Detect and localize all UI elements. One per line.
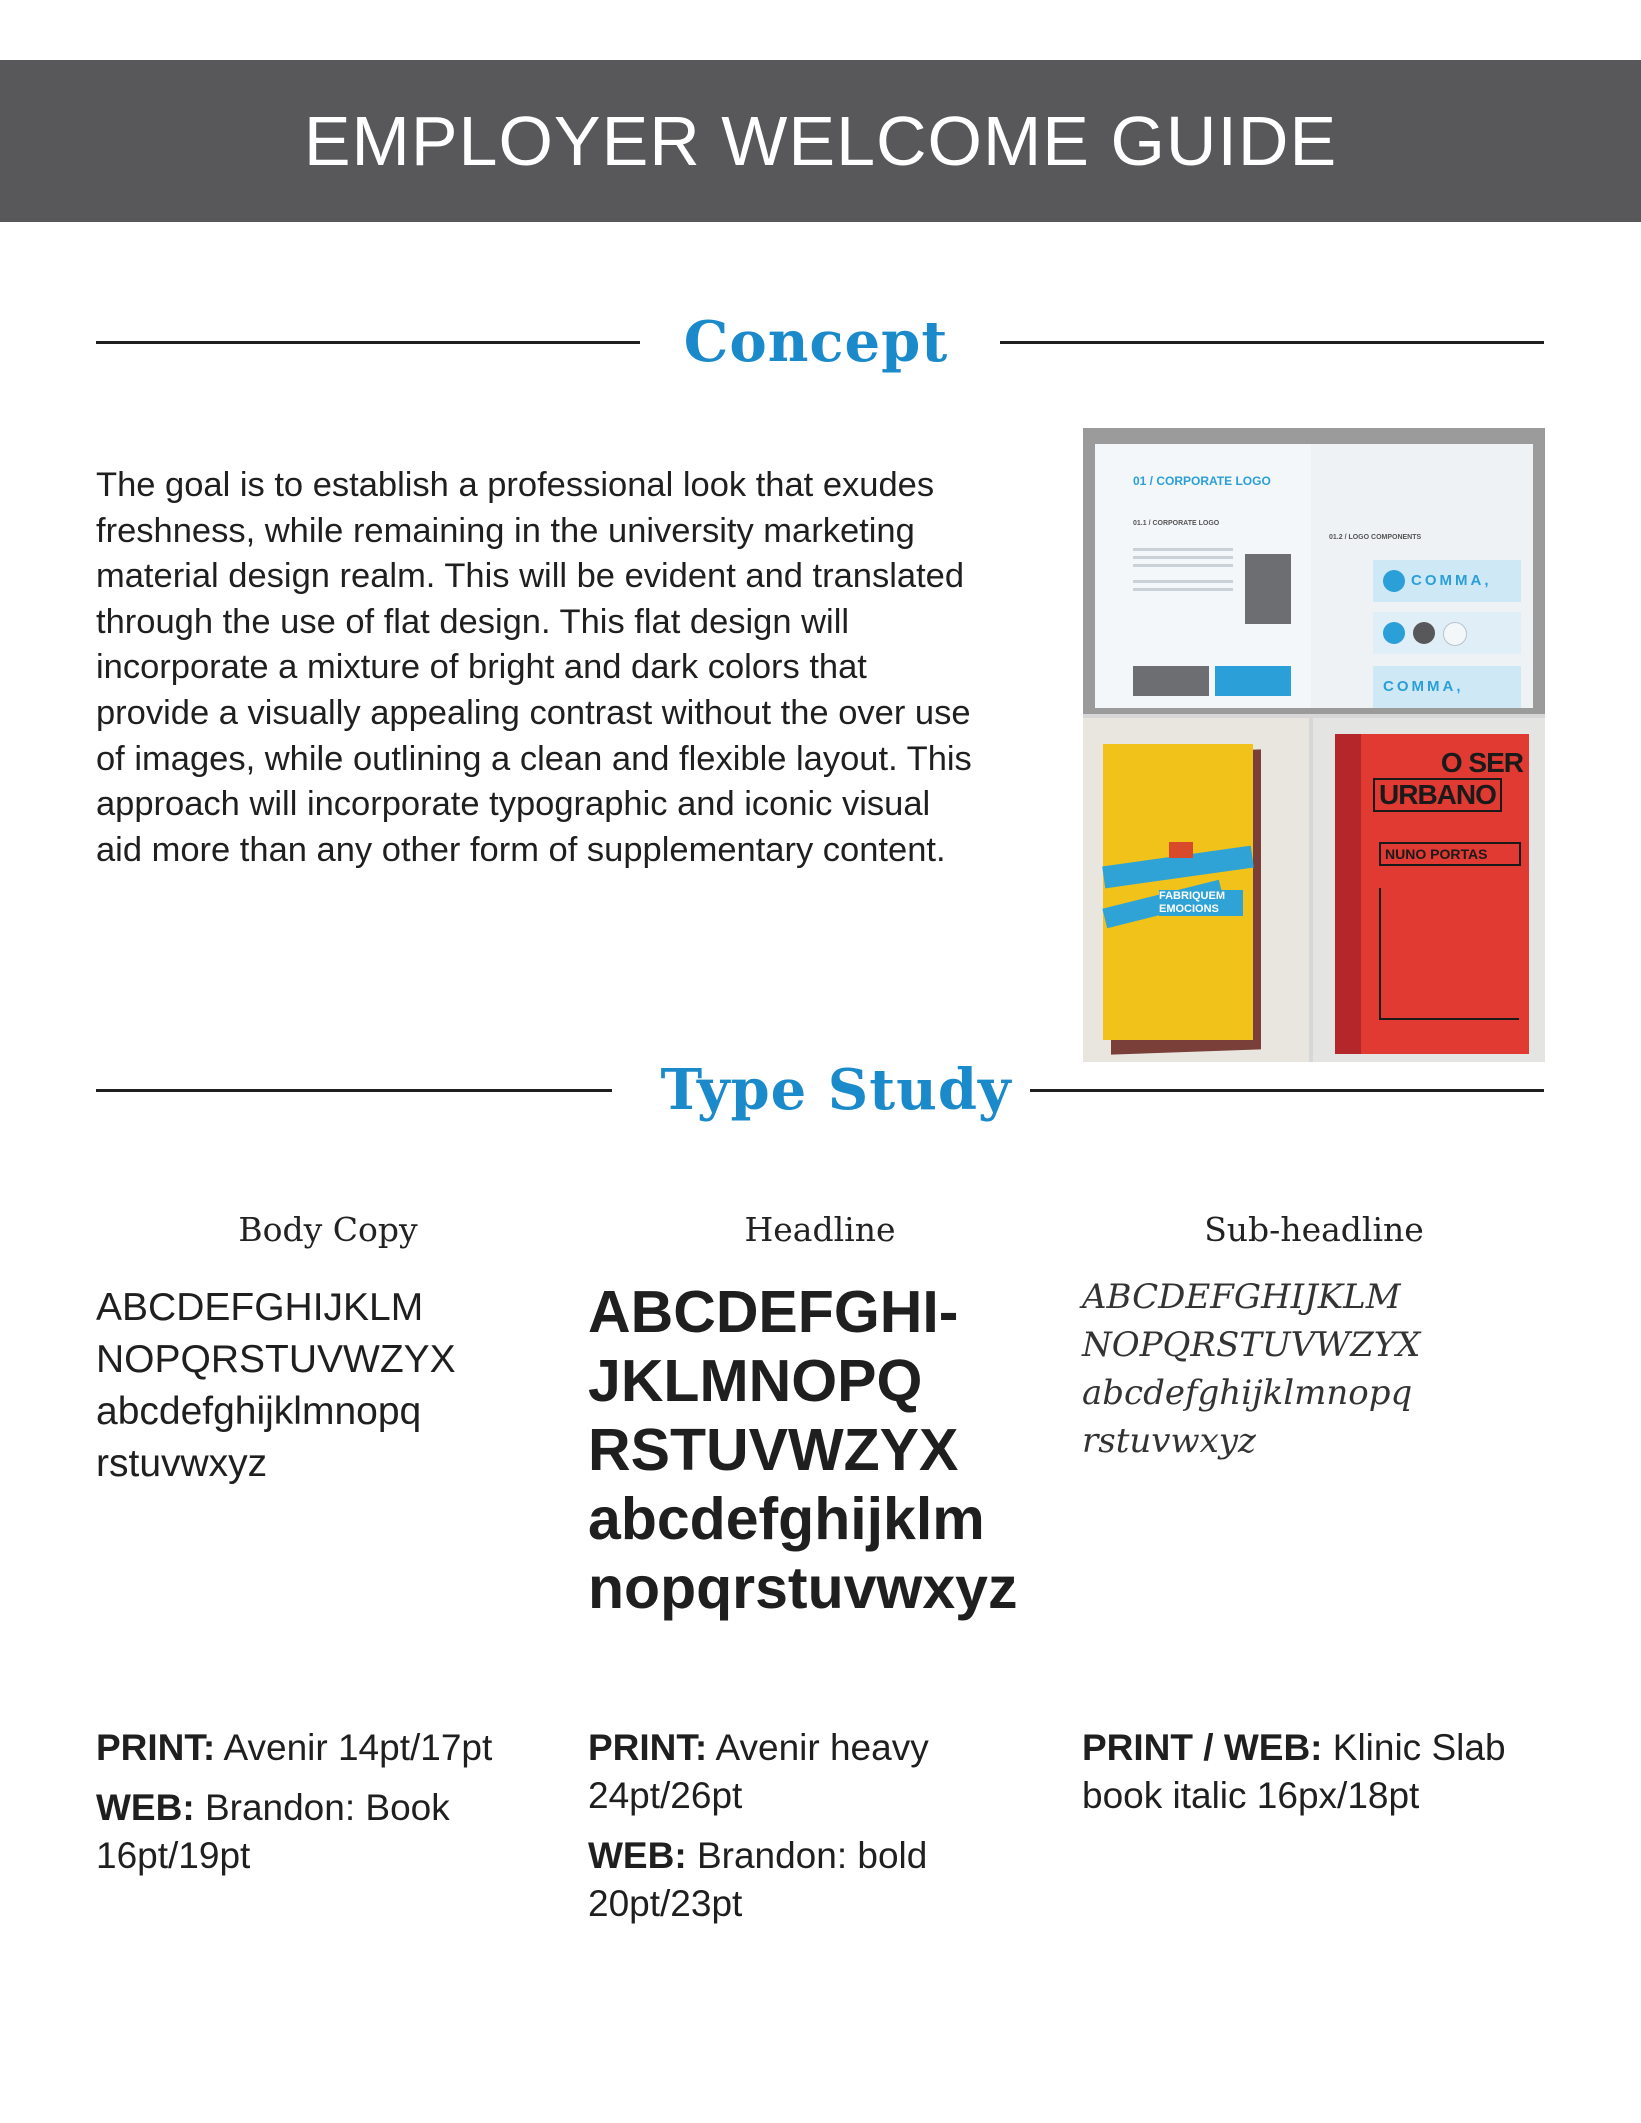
alphabet-line: nopqrstuvwxyz: [588, 1555, 1018, 1621]
dark-swatch: [1245, 554, 1291, 624]
headline-print-spec: [588, 1724, 1008, 1820]
comma-logo-icon: [1383, 570, 1405, 592]
divider-left: [96, 1089, 612, 1092]
alphabet-line: JKLMNOPQ: [588, 1348, 923, 1414]
concept-paragraph: [96, 463, 1066, 873]
alphabet-line: ABCDEFGHIJKLM: [96, 1286, 424, 1329]
book-subtitle: NUNO PORTAS: [1379, 842, 1521, 866]
spec-value: Avenir 14pt/17pt: [223, 1727, 493, 1768]
book-title: [1373, 748, 1523, 812]
alphabet-line: NOPQRSTUVWZYX: [96, 1338, 456, 1381]
paragraph-line: incorporate a mixture of bright and dark colors that: [96, 648, 867, 687]
book-line: [1379, 1018, 1519, 1020]
sub-headline-label: Sub-headline: [1204, 1210, 1424, 1249]
paragraph-line: through the use of flat design. This flat design will: [96, 602, 850, 641]
type-study-heading: Type Study: [660, 1057, 1012, 1123]
alphabet-line: ABCDEFGHIJKLM: [1082, 1277, 1401, 1317]
spec-value: Klinic Slab book italic 16px/18pt: [1082, 1727, 1506, 1816]
sub-headline-alphabet: [1082, 1273, 1542, 1465]
comma-logo-icon: [1413, 622, 1435, 644]
comma-logo-icon: [1443, 622, 1467, 646]
type-study-section-header: [96, 1045, 1544, 1135]
text-placeholder: [1133, 580, 1233, 583]
divider-left: [96, 341, 640, 344]
spec-value: Brandon: bold 20pt/23pt: [588, 1835, 928, 1924]
paragraph-line: freshness, while remaining in the university marketing: [96, 511, 915, 550]
alphabet-line: NOPQRSTUVWZYX: [1082, 1325, 1421, 1365]
book-line: [1379, 888, 1381, 1018]
text-placeholder: [1133, 564, 1233, 567]
concept-image-collage: [1083, 428, 1545, 1062]
logo-word: COMMA,: [1383, 678, 1464, 695]
spec-value: Avenir heavy 24pt/26pt: [588, 1727, 929, 1816]
brochure-right-title: 01.2 / LOGO COMPONENTS: [1329, 534, 1422, 541]
spec-key: PRINT / WEB:: [1082, 1727, 1323, 1768]
text-placeholder: [1133, 548, 1233, 551]
book-title-line: URBANO: [1373, 778, 1502, 812]
alphabet-line: abcdefghijklm: [588, 1486, 985, 1552]
spec-key: PRINT:: [588, 1727, 708, 1768]
alphabet-line: ABCDEFGHI-: [588, 1279, 959, 1345]
comma-logo-icon: [1383, 622, 1405, 644]
divider-right: [1000, 341, 1544, 344]
header-banner: [0, 60, 1641, 222]
brochure-spread-image: [1083, 428, 1545, 714]
body-copy-label: Body Copy: [238, 1210, 418, 1249]
text-placeholder: [1133, 588, 1233, 591]
paragraph-line: material design realm. This will be evident and translated: [96, 557, 965, 596]
headline-web-spec: [588, 1832, 1008, 1928]
body-copy-alphabet: [96, 1282, 536, 1490]
spec-value: Brandon: Book 16pt/19pt: [96, 1787, 450, 1876]
paragraph-line: The goal is to establish a professional look that exudes: [96, 466, 935, 504]
alphabet-line: abcdefghijklmnopq: [1082, 1373, 1413, 1413]
alphabet-line: rstuvwxyz: [1082, 1421, 1256, 1461]
booklet-factory: [1169, 842, 1193, 858]
alphabet-line: abcdefghijklmnopq: [96, 1390, 422, 1433]
spec-key: WEB:: [96, 1787, 195, 1828]
paragraph-line: provide a visually appealing contrast without the over use: [96, 693, 971, 732]
alphabet-line: rstuvwxyz: [96, 1442, 268, 1485]
yellow-booklet-image: [1083, 718, 1309, 1062]
logo-word: COMMA,: [1411, 572, 1492, 589]
concept-heading: Concept: [683, 309, 949, 375]
body-copy-print-spec: [96, 1724, 556, 1772]
headline-label: Headline: [744, 1210, 896, 1249]
spec-key: WEB:: [588, 1835, 687, 1876]
page-title: EMPLOYER WELCOME GUIDE: [303, 102, 1338, 180]
brochure-title: 01 / CORPORATE LOGO: [1133, 474, 1271, 488]
book-spine: [1335, 734, 1361, 1054]
book-title-line: O SER: [1440, 747, 1523, 778]
paragraph-line: of images, while outlining a clean and flexible layout. This: [96, 739, 972, 778]
brochure-subtitle: 01.1 / CORPORATE LOGO: [1133, 520, 1220, 527]
alphabet-line: RSTUVWZYX: [588, 1417, 959, 1483]
red-book-image: [1313, 718, 1545, 1062]
paragraph-line: aid more than any other form of supplementary content.: [96, 830, 946, 869]
concept-section-header: [96, 297, 1544, 387]
headline-alphabet: [588, 1278, 1058, 1623]
logo-dark-tile: [1133, 666, 1209, 696]
divider-right: [1030, 1089, 1544, 1092]
body-copy-web-spec: [96, 1784, 516, 1880]
text-placeholder: [1133, 556, 1233, 559]
paragraph-line: approach will incorporate typographic and iconic visual: [96, 785, 931, 824]
sub-headline-spec: [1082, 1724, 1542, 1820]
booklet-text: FABRIQUEM EMOCIONS: [1159, 890, 1243, 916]
brochure-right-page: [1311, 444, 1533, 708]
logo-blue-tile: [1215, 666, 1291, 696]
spec-key: PRINT:: [96, 1727, 216, 1768]
